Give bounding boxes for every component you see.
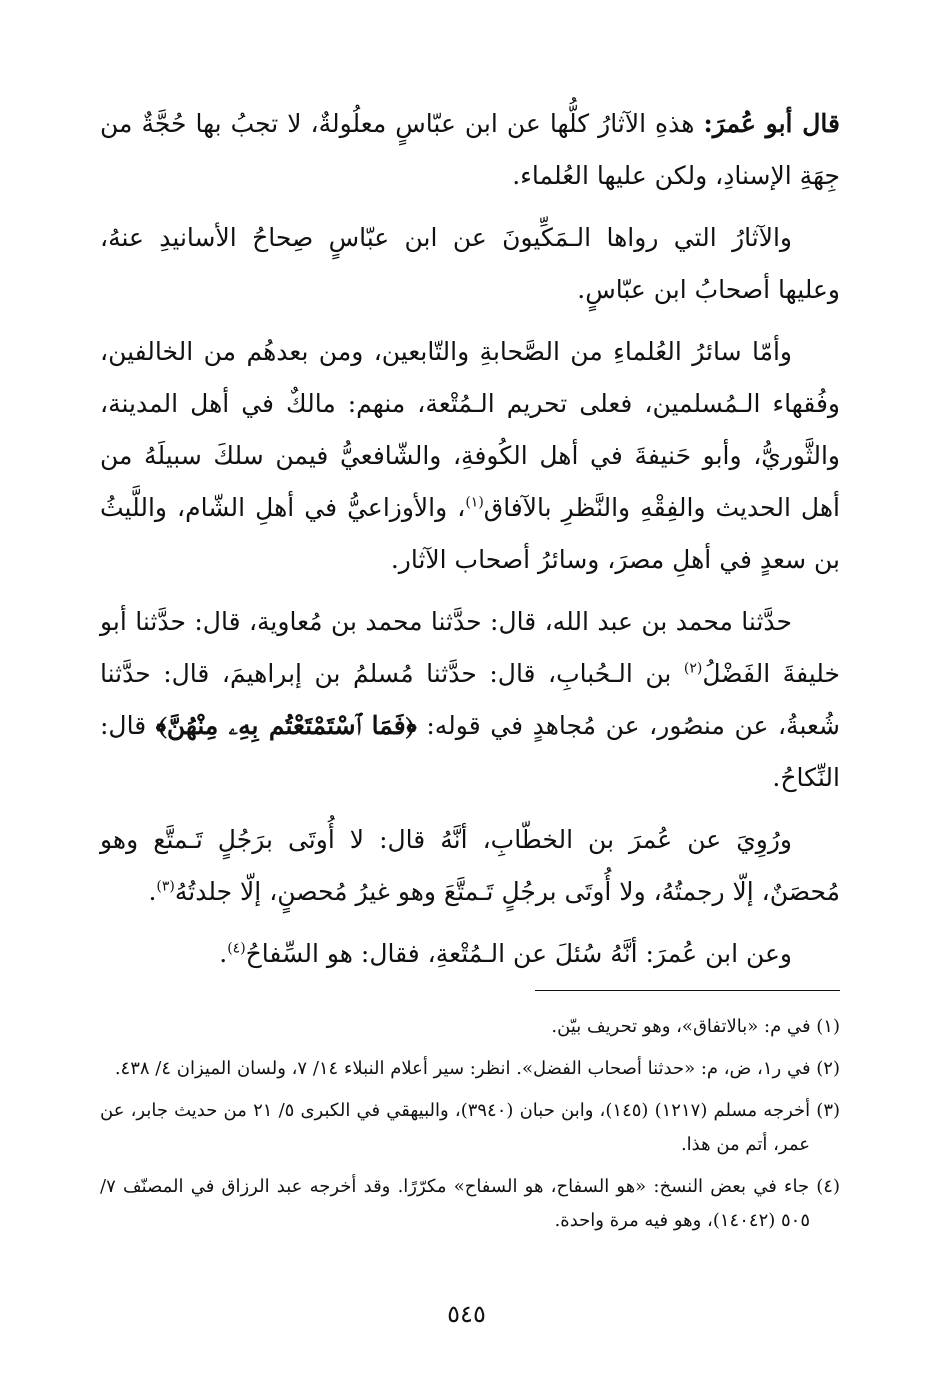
paragraph-4-text-c: قال: النِّكاحُ. (100, 711, 840, 792)
quran-verse: ﴿فَمَا ٱسْتَمْتَعْتُم بِهِۦ مِنْهُنَّ﴾ (155, 711, 417, 740)
footnote-ref-1: (١) (465, 494, 484, 511)
page-number: ٥٤٥ (447, 1300, 486, 1328)
paragraph-4 (100, 596, 840, 804)
paragraph-5-text-b: . (148, 877, 157, 906)
paragraph-2 (100, 212, 840, 316)
footnote-1: (١) في م: «بالاتفاق»، وهو تحريف بيّن. (551, 1016, 840, 1037)
speaker-label: قال أبو عُمرَ: (703, 109, 840, 138)
paragraph-4-text-b: بن الـحُبابِ، قال: حدَّثنا مُسلمُ بن إبراهيمَ، قال: حدَّثنا شُعبةُ، عن منصُور، عن مُجاهدٍ في قوله: (100, 659, 840, 740)
paragraph-4-text-a: حدَّثنا محمد بن عبد الله، قال: حدَّثنا محمد بن مُعاوية، قال: حدَّثنا أبو خليفةَ الفَضْلُ (100, 607, 840, 688)
footnote-4: (٤) جاء في بعض النسخ: «هو السفاح، هو السفاح» مكرّرًا. وقد أخرجه عبد الرزاق في المصنّف ٧/ ٥٠٥ (١٤٠٤٢)، وهو فيه مرة واحدة. (100, 1176, 840, 1231)
paragraph-6-text-b: . (219, 939, 228, 968)
paragraph-5 (100, 814, 840, 918)
footnotes (100, 1010, 840, 1246)
paragraph-1 (100, 98, 840, 202)
footnote-3: (٣) أخرجه مسلم (١٢١٧) (١٤٥)، وابن حبان (٣٩٤٠)، والبيهقي في الكبرى ٥/ ٢١ من حديث جابر، عن عمر، أتم من هذا. (100, 1100, 841, 1155)
paragraph-3 (100, 326, 840, 586)
paragraph-1-text: هذهِ الآثارُ كلُّها عن ابن عبّاسٍ معلُولةٌ، لا تجبُ بها حُجَّةٌ من جِهَةِ الإسنادِ، ولكن عليها العُلماء. (100, 109, 840, 190)
paragraph-6 (100, 928, 840, 980)
paragraph-5-text-a: ورُوِيَ عن عُمرَ بن الخطّابِ، أنَّهُ قال: لا أُوتَى برَجُلٍ تَـمتَّع وهو مُحصَنٌ، إلّا رجمتُهُ، ولا أُوتَى برجُلٍ تَـمتَّعَ وهو غيرُ مُحصنٍ، إلّا جلدتُهُ (100, 825, 840, 906)
footnote-divider (535, 990, 840, 991)
paragraph-6-text-a: وعن ابن عُمرَ: أنَّهُ سُئلَ عن الـمُتْعةِ، فقال: هو السِّفاحُ (245, 939, 792, 968)
paragraph-3-text-b: ، والأوزاعيُّ في أهلِ الشّام، واللَّيثُ بن سعدٍ في أهلِ مصرَ، وسائرُ أصحاب الآثار. (100, 493, 840, 574)
paragraph-3-text-a: وأمّا سائرُ العُلماءِ من الصَّحابةِ والتّابعين، ومن بعدهُم من الخالفين، وفُقهاء الـمُسلمين، فعلى تحريم الـمُتْعة، منهم: مالكٌ في أهل المدينة، والثَّوريُّ، وأبو حَنيفةَ في أهل الكُوفةِ، والشّافعيُّ فيمن سلكَ سبيلَهُ من أهل الحديث والفِقْهِ والنَّظرِ بالآفاق (100, 337, 840, 522)
main-text (100, 98, 840, 990)
footnote-ref-4: (٤) (227, 940, 246, 957)
footnote-ref-2: (٢) (683, 660, 703, 677)
footnote-ref-3: (٣) (156, 878, 175, 895)
footnote-2: (٢) في ر١، ض، م: «حدثنا أصحاب الفضل». انظر: سير أعلام النبلاء ١٤/ ٧، ولسان الميزان ٤/ ٤٣٨. (114, 1058, 840, 1079)
paragraph-2-text: والآثارُ التي رواها الـمَكِّيونَ عن ابن عبّاسٍ صِحاحُ الأسانيدِ عنهُ، وعليها أصحابُ ابن عبّاسٍ. (100, 223, 840, 304)
